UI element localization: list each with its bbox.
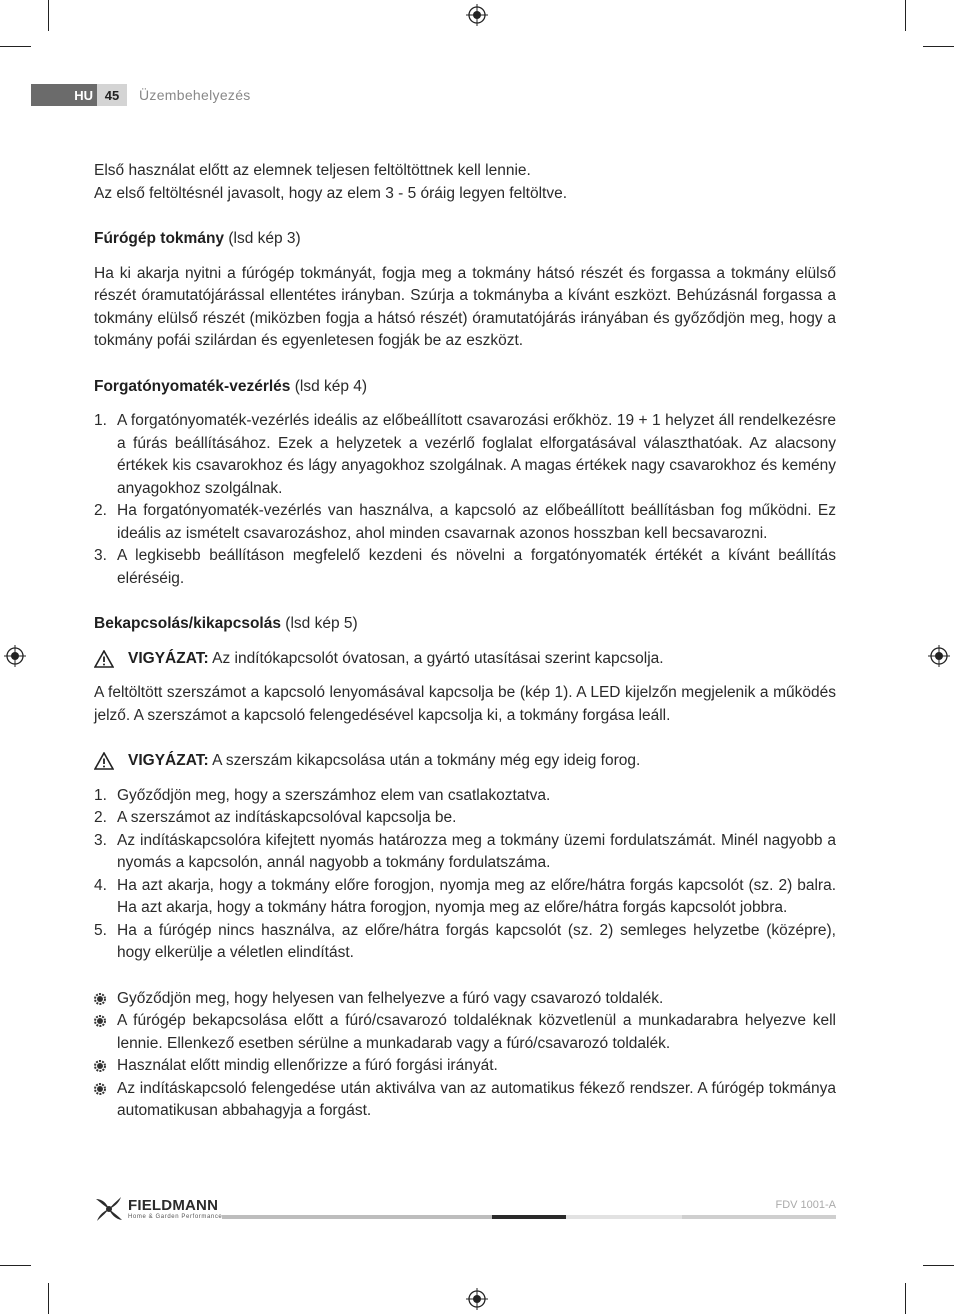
- warning-triangle-icon: [94, 650, 114, 668]
- registration-mark-icon: [466, 1288, 488, 1310]
- crop-mark: [48, 0, 49, 31]
- footer-bar: [492, 1215, 566, 1219]
- brand-tagline: Home & Garden Performance: [128, 1213, 223, 1220]
- gear-bullet-icon: [94, 1060, 106, 1072]
- item-text: A legkisebb beállításon megfelelő kezdeni és növelni a forgatónyomaték értékét a kívánt beállítás eléréséig.: [117, 547, 836, 587]
- registration-mark-icon: [4, 645, 26, 667]
- list-item: [94, 500, 836, 545]
- warning-note: [94, 648, 836, 671]
- item-text: A forgatónyomaték-vezérlés ideális az előbeállított csavarozási erőkhöz. 19 + 1 helyzet áll rendelkezésre a fúrás beállításához. Ezek a helyzetek a vezérlő foglalat elforgatásával választhatóak. Az alacsony értékek kis csavarokhoz és lágy anyagokhoz szolgálnak. A magas értékek nagy csavarokhoz és kemény anyagokhoz szolgálnak.: [117, 412, 836, 497]
- model-number: FDV 1001-A: [775, 1199, 836, 1211]
- crop-mark: [905, 1283, 906, 1314]
- crop-mark: [48, 1283, 49, 1314]
- item-number: 3.: [94, 831, 107, 849]
- footer-bar: [222, 1215, 492, 1219]
- chuck-heading: [94, 228, 836, 251]
- gear-bullet-icon: [94, 1083, 106, 1095]
- item-text: Ha a fúrógép nincs használva, az előre/hátra forgás kapcsolót (sz. 2) semleges helyzetbe (középre), hogy elkerülje a véletlen elindítást.: [117, 921, 836, 961]
- crop-mark: [923, 46, 954, 47]
- crop-mark: [0, 46, 31, 47]
- footer-bar: [682, 1215, 836, 1219]
- chuck-ref: (lsd kép 3): [224, 230, 301, 247]
- warning-text: Az indítókapcsolót óvatosan, a gyártó utasításai szerint kapcsolja.: [208, 649, 664, 667]
- switch-ref: (lsd kép 5): [280, 615, 358, 632]
- list-item: [94, 785, 836, 808]
- gear-bullet-icon: [94, 993, 106, 1005]
- warning-label: VIGYÁZAT:: [128, 752, 209, 769]
- switch-heading: [94, 613, 836, 636]
- gear-bullet-icon: [94, 1015, 106, 1027]
- switch-list: [94, 785, 836, 965]
- brand-logo: [94, 1195, 222, 1223]
- warning-triangle-icon: [94, 752, 114, 770]
- registration-mark-icon: [928, 645, 950, 667]
- torque-ref: (lsd kép 4): [290, 377, 368, 395]
- item-number: 2.: [94, 502, 107, 519]
- section-title: Üzembehelyezés: [139, 87, 251, 103]
- list-item: [94, 1078, 836, 1123]
- list-item: [94, 988, 836, 1011]
- item-number: 3.: [94, 547, 107, 564]
- torque-heading: [94, 376, 836, 399]
- item-text: Ha azt akarja, hogy a tokmány előre forogjon, nyomja meg az előre/hátra forgás kapcsolót (sz. 2) balra. Ha azt akarja, hogy a tokmány hátra forogjon, nyomja meg az előre/hátra forgás kapcsolót jobbra.: [117, 876, 836, 916]
- crop-mark: [923, 1265, 954, 1266]
- switch-title: Bekapcsolás/kikapcsolás: [94, 615, 281, 632]
- footer-bar: [566, 1215, 682, 1219]
- list-item: [94, 807, 836, 830]
- list-item: [94, 410, 836, 500]
- item-number: 1.: [94, 412, 107, 429]
- crop-mark: [905, 0, 906, 31]
- item-text: Az indításkapcsoló felengedése után aktiválva van az automatikus fékező rendszer. A fúrógép tokmánya automatikusan abbahagyja a forgást.: [117, 1079, 836, 1119]
- intro-line: Első használat előtt az elemnek teljesen feltöltöttnek kell lennie.: [94, 162, 531, 179]
- list-item: [94, 920, 836, 965]
- warning-label: VIGYÁZAT:: [128, 649, 209, 667]
- list-item: [94, 1010, 836, 1055]
- page-header: [31, 84, 251, 106]
- fan-logo-icon: [94, 1195, 124, 1223]
- item-text: Győződjön meg, hogy a szerszámhoz elem van csatlakoztatva.: [117, 786, 551, 804]
- torque-list: [94, 410, 836, 590]
- item-number: 1.: [94, 786, 107, 804]
- item-text: Ha forgatónyomaték-vezérlés van használva, a kapcsoló az előbeállított beállításban fog működni. Ez ideális az ismételt csavarozáshoz, ahol minden csavarnak azonos hosszban kell becsavarozni.: [117, 502, 836, 542]
- tips-list: [94, 988, 836, 1123]
- item-text: A fúrógép bekapcsolása előtt a fúró/csavarozó toldaléknak közvetlenül a munkadarabra helyezve kell lennie. Ellenkező esetben sérülne a munkadarab vagy a fúró/csavarozó toldalék.: [117, 1012, 836, 1052]
- warning-note: [94, 750, 836, 773]
- item-number: 2.: [94, 809, 107, 826]
- chuck-text: Ha ki akarja nyitni a fúrógép tokmányát, fogja meg a tokmány hátsó részét és forgassa a tokmány elülső részét óramutatójárással ellentétes irányban. Szúrja a tokmányba a kívánt eszközt. Behúzásnál forgassa a tokmány elülső részét (miközben fogja a hátsó részét) óramutatójárás irányában és győződjön meg, hogy a tokmány pofái szilárdan és egyenletesen fogják be az eszközt.: [94, 264, 836, 349]
- list-item: [94, 830, 836, 875]
- list-item: [94, 545, 836, 590]
- torque-title: Forgatónyomaték-vezérlés: [94, 377, 291, 395]
- item-text: Használat előtt mindig ellenőrizze a fúró forgási irányát.: [117, 1057, 498, 1074]
- item-text: A szerszámot az indításkapcsolóval kapcsolja be.: [117, 809, 457, 826]
- item-number: 5.: [94, 921, 107, 939]
- intro-line: Az első feltöltésnél javasolt, hogy az elem 3 - 5 óráig legyen feltöltve.: [94, 184, 568, 202]
- warning-text: A szerszám kikapcsolása után a tokmány még egy ideig forog.: [208, 752, 641, 769]
- item-text: Győződjön meg, hogy helyesen van felhelyezve a fúró vagy csavarozó toldalék.: [117, 989, 664, 1007]
- list-item: [94, 875, 836, 920]
- brand-name: FIELDMANN: [128, 1196, 219, 1214]
- registration-mark-icon: [466, 4, 488, 26]
- language-badge: HU: [31, 84, 97, 106]
- page-number: 45: [97, 84, 127, 106]
- crop-mark: [0, 1265, 31, 1266]
- item-number: 4.: [94, 876, 107, 894]
- page-content: [94, 160, 836, 1123]
- chuck-title: Fúrógép tokmány: [94, 230, 225, 247]
- item-text: Az indításkapcsolóra kifejtett nyomás határozza meg a tokmány üzemi fordulatszámát. Minél nagyobb a nyomás a kapcsolón, annál nagyobb a tokmány fordulatszáma.: [117, 831, 836, 871]
- switch-text: A feltöltött szerszámot a kapcsoló lenyomásával kapcsolja be (kép 1). A LED kijelzőn megjelenik a működés jelző. A szerszámot a kapcsoló felengedésével kapcsolja ki, a tokmány forgása leáll.: [94, 684, 836, 724]
- list-item: [94, 1055, 836, 1078]
